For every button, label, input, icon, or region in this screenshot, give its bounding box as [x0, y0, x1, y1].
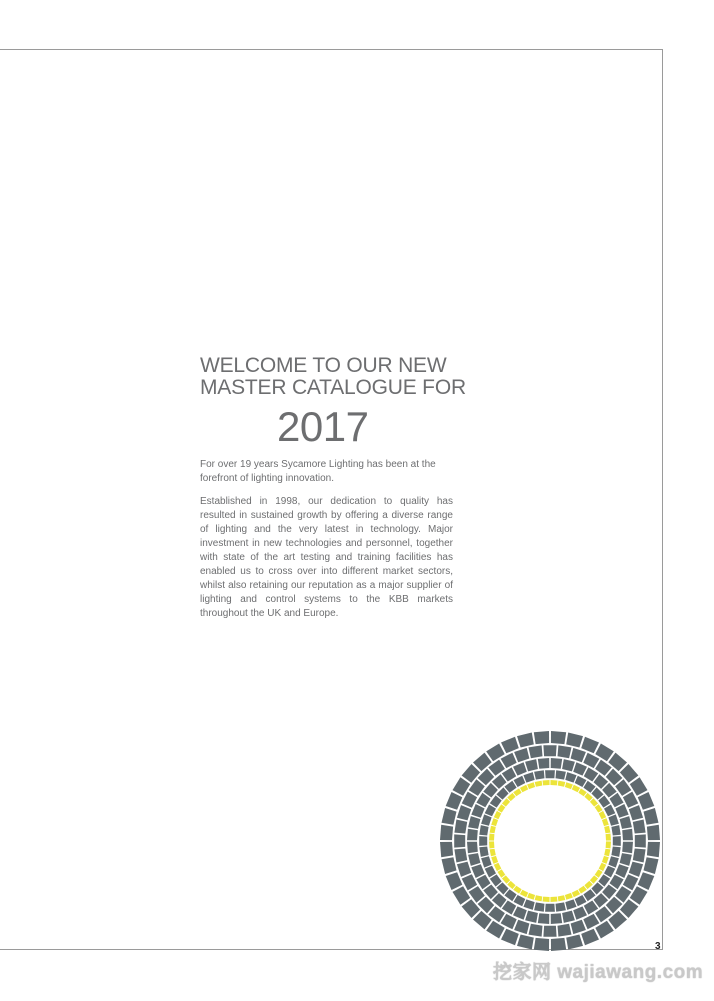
- sunburst-tile: [501, 929, 519, 946]
- sunburst-tile-yellow: [558, 781, 566, 787]
- sunburst-tile: [538, 913, 550, 924]
- sunburst-tile: [481, 814, 492, 825]
- sunburst-tile: [573, 906, 587, 919]
- sunburst-tile-yellow: [590, 798, 598, 806]
- sunburst-tile: [457, 862, 471, 877]
- sunburst-tile: [571, 920, 586, 934]
- sunburst-tile: [479, 825, 488, 835]
- sunburst-tile: [479, 847, 488, 857]
- sunburst-tile-yellow: [543, 897, 550, 902]
- sunburst-tile: [523, 899, 534, 910]
- sunburst-tile: [638, 872, 655, 890]
- sunburst-tile: [538, 758, 550, 769]
- sunburst-tile: [454, 849, 467, 863]
- sunburst-tile: [467, 829, 478, 841]
- sunburst-tile: [525, 911, 538, 923]
- sunburst-tile-yellow: [578, 788, 586, 796]
- sunburst-tile: [442, 857, 457, 874]
- sunburst-tile: [517, 733, 534, 748]
- sunburst-tile-yellow: [489, 834, 494, 841]
- sunburst-tile-yellow: [507, 793, 515, 801]
- sunburst-tile: [513, 906, 527, 919]
- sunburst-tile-yellow: [595, 869, 603, 877]
- sunburst-graphic: [437, 728, 663, 954]
- sunburst-tile: [529, 745, 543, 758]
- sunburst-tile: [565, 772, 576, 783]
- sunburst-tile: [479, 836, 487, 846]
- sunburst-tile-yellow: [490, 826, 496, 834]
- sunburst-tile: [608, 814, 619, 825]
- sunburst-tile-yellow: [558, 895, 566, 901]
- sunburst-tile: [622, 829, 633, 841]
- sunburst-tile: [556, 770, 566, 779]
- sunburst-tile: [468, 816, 480, 829]
- sunburst-tile: [471, 864, 484, 878]
- sunburst-tile-yellow: [595, 804, 603, 812]
- sunburst-tile: [485, 866, 496, 878]
- sunburst-tile: [467, 842, 478, 854]
- sunburst-tile: [644, 808, 659, 825]
- sunburst-tile-yellow: [527, 782, 535, 789]
- sunburst-tile: [565, 899, 576, 910]
- sunburst-tile: [558, 745, 572, 758]
- sunburst-tile: [581, 737, 599, 754]
- sunburst-tile-yellow: [604, 826, 610, 834]
- sunburst-center: [496, 787, 604, 895]
- sunburst-tile-yellow: [543, 780, 550, 785]
- sunburst-tile: [440, 825, 453, 840]
- sunburst-tile-yellow: [497, 804, 505, 812]
- sunburst-tile: [454, 820, 467, 834]
- sunburst-tile-yellow: [535, 895, 543, 901]
- sunburst-tile: [446, 872, 463, 890]
- watermark-text: 挖家网 wajiawang.com: [493, 962, 704, 983]
- sunburst-tile: [629, 862, 643, 877]
- sunburst-tile: [635, 834, 646, 847]
- sunburst-tile-yellow: [599, 863, 607, 871]
- sunburst-tile-yellow: [565, 782, 573, 789]
- sunburst-tile-yellow: [502, 875, 510, 883]
- sunburst-tile: [611, 825, 620, 835]
- sunburst-tile: [629, 805, 643, 820]
- sunburst-tile: [481, 856, 492, 867]
- sunburst-tile-yellow: [604, 849, 610, 857]
- sunburst-tile: [622, 842, 633, 854]
- sunburst-tile: [454, 834, 465, 847]
- sunburst-tile: [513, 762, 527, 775]
- sunburst-tile: [440, 842, 453, 857]
- sunburst-tile: [514, 776, 526, 787]
- sunburst-tile-yellow: [513, 788, 521, 796]
- sunburst-tile-yellow: [550, 780, 557, 785]
- sunburst-tile-yellow: [606, 834, 611, 841]
- sunburst-tile-yellow: [572, 785, 580, 793]
- sunburst-tile-yellow: [520, 785, 528, 793]
- sunburst-tile: [556, 902, 566, 911]
- sunburst-tile-yellow: [520, 890, 528, 898]
- sunburst-tile: [613, 836, 621, 846]
- body-paragraph: Established in 1998, our dedication to quality has resulted in sustained growth by offering a diverse range of lighting and the very latest in technology. Major investment in new technologies and personnel, together with state of the art testing and training facilities has enabled us to cross over into different market sectors, whilst also retaining our reputation as a major supplier of lighting and control systems to the KBB markets throughout the UK and Europe.: [200, 496, 453, 619]
- sunburst-tile-yellow: [513, 886, 521, 894]
- sunburst-tile-yellow: [489, 841, 494, 848]
- sunburst-tile: [446, 792, 463, 810]
- sunburst-tile: [575, 776, 587, 787]
- sunburst-tile-yellow: [572, 890, 580, 898]
- sunburst-tile: [647, 842, 660, 857]
- sunburst-tile: [620, 853, 632, 866]
- sunburst-tile-yellow: [490, 849, 496, 857]
- sunburst-tile-yellow: [602, 856, 609, 864]
- sunburst-tile: [644, 857, 659, 874]
- sunburst-tile: [562, 911, 575, 923]
- sunburst-tile: [514, 748, 529, 762]
- sunburst-tile: [551, 731, 566, 744]
- sunburst-tile: [529, 924, 543, 937]
- sunburst-tile-yellow: [599, 811, 607, 819]
- sunburst-tile-yellow: [494, 863, 502, 871]
- sunburst-tile-yellow: [491, 856, 498, 864]
- sunburst-tile: [638, 792, 655, 810]
- sunburst-tile: [534, 731, 549, 744]
- sunburst-tile-yellow: [535, 781, 543, 787]
- sunburst-tile: [543, 745, 556, 756]
- sunburst-tile: [571, 748, 586, 762]
- sunburst-tile-yellow: [497, 869, 505, 877]
- sunburst-tile: [581, 929, 599, 946]
- sunburst-tile: [523, 772, 534, 783]
- sunburst-tile: [575, 895, 587, 906]
- sunburst-tile-yellow: [527, 893, 535, 900]
- sunburst-tile: [545, 904, 555, 912]
- sunburst-tile: [604, 866, 615, 878]
- sunburst-tile-yellow: [502, 798, 510, 806]
- sunburst-tile: [566, 935, 583, 950]
- sunburst-tile-yellow: [550, 897, 557, 902]
- sunburst-tile: [517, 935, 534, 950]
- sunburst-tile: [573, 762, 587, 775]
- heading-line-2: MASTER CATALOGUE FOR: [200, 376, 466, 399]
- sunburst-tile: [551, 913, 563, 924]
- sunburst-tile: [485, 805, 496, 817]
- sunburst-tile: [471, 804, 484, 818]
- sunburst-tile-yellow: [584, 793, 592, 801]
- sunburst-tile: [545, 770, 555, 778]
- sunburst-tile: [442, 808, 457, 825]
- sunburst-tile-yellow: [584, 881, 592, 889]
- sunburst-tile: [468, 853, 480, 866]
- sunburst-tile: [633, 849, 646, 863]
- sunburst-tile-yellow: [590, 875, 598, 883]
- sunburst-tile: [562, 759, 575, 771]
- heading-line-1: WELCOME TO OUR NEW: [200, 354, 447, 377]
- sunburst-tile: [534, 938, 549, 951]
- sunburst-tile: [543, 926, 556, 937]
- sunburst-tile: [620, 816, 632, 829]
- sunburst-tile: [534, 902, 544, 911]
- sunburst-tile: [604, 805, 615, 817]
- sunburst-tile: [514, 895, 526, 906]
- sunburst-tile: [615, 864, 628, 878]
- sunburst-tile: [534, 770, 544, 779]
- sunburst-tile: [633, 820, 646, 834]
- sunburst-tile: [514, 920, 529, 934]
- sunburst-tile: [647, 825, 660, 840]
- sunburst-tile: [525, 759, 538, 771]
- sunburst-tile-yellow: [606, 841, 611, 848]
- sunburst-tile-yellow: [494, 811, 502, 819]
- sunburst-tile: [501, 737, 519, 754]
- sunburst-tile-yellow: [491, 818, 498, 826]
- sunburst-tile-yellow: [602, 818, 609, 826]
- sunburst-tile-yellow: [565, 893, 573, 900]
- sunburst-tile-yellow: [507, 881, 515, 889]
- page-heading: [200, 354, 466, 399]
- page-number: 3: [655, 941, 661, 952]
- sunburst-tile: [558, 924, 572, 937]
- sunburst-tile: [551, 938, 566, 951]
- sunburst-tile: [457, 805, 471, 820]
- intro-paragraph: For over 19 years Sycamore Lighting has been at the forefront of lighting innovation.: [200, 459, 436, 484]
- heading-year: 2017: [277, 403, 369, 450]
- sunburst-tile: [608, 856, 619, 867]
- sunburst-tile-yellow: [578, 886, 586, 894]
- sunburst-tile: [611, 847, 620, 857]
- sunburst-tile: [615, 804, 628, 818]
- sunburst-tile: [551, 758, 563, 769]
- sunburst-tile: [566, 733, 583, 748]
